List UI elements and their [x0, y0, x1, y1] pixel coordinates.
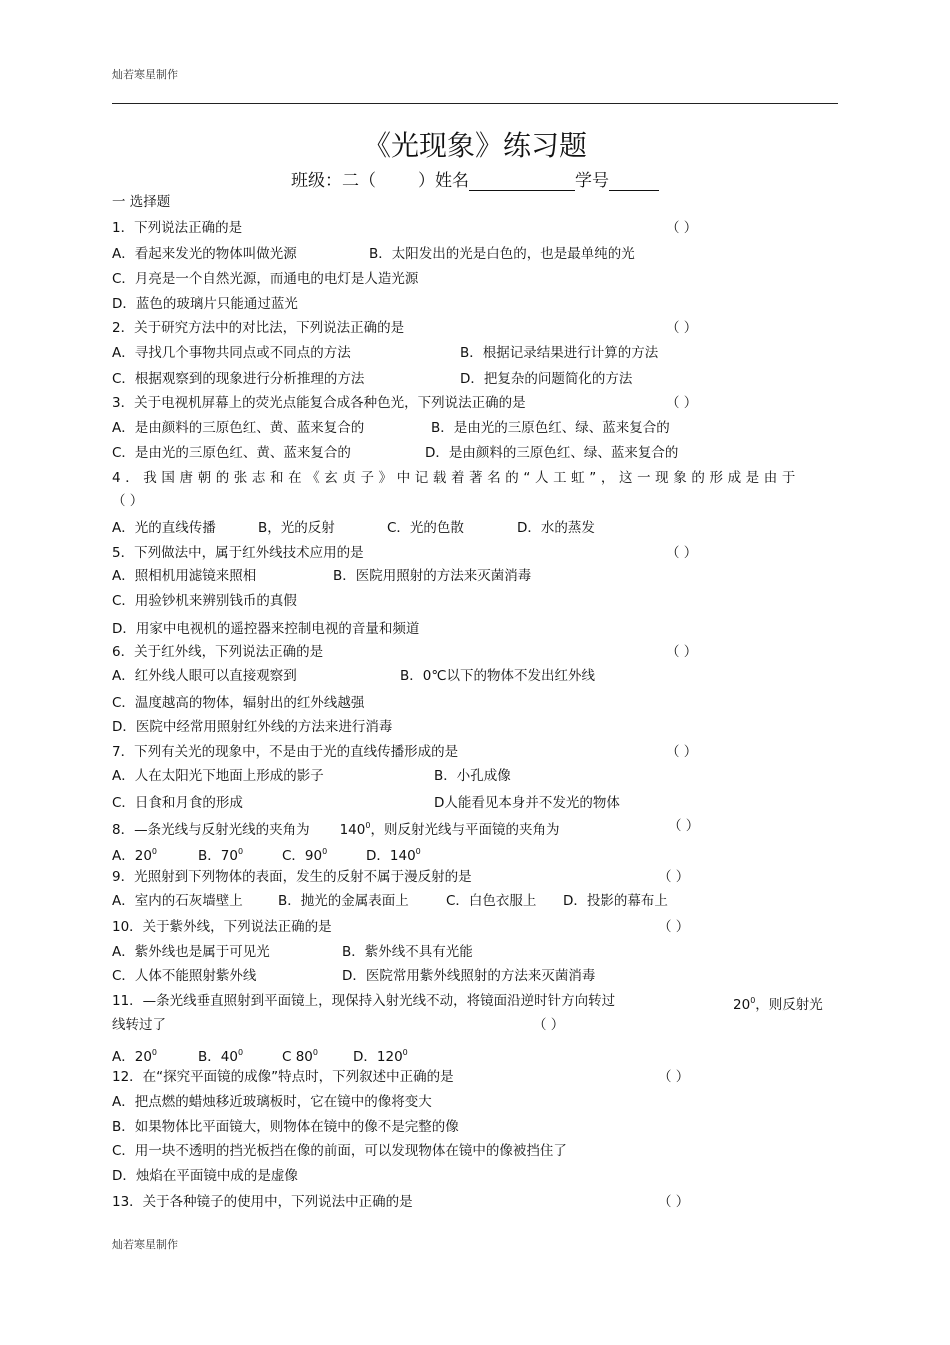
q6-option-b: B．0℃以下的物体不发出红外线	[400, 668, 596, 684]
q11-option-b: B．$40^0$	[198, 1048, 244, 1065]
q7-option-d: D人能看见本身并不发光的物体	[434, 795, 620, 811]
degree-mark: 0	[365, 821, 371, 830]
name-blank	[469, 173, 575, 191]
q10-option-c: C．人体不能照射紫外线	[112, 968, 257, 984]
q6-option-d: D．医院中经常用照射红外线的方法来进行消毒	[112, 719, 393, 735]
q6-option-c: C．温度越高的物体，辐射出的红外线越强	[112, 695, 365, 711]
header-divider	[112, 103, 838, 104]
q10-answer-paren: （ ）	[658, 919, 690, 935]
q8-option-d: D．$140^0$	[366, 847, 421, 864]
section-heading: 一 选择题	[112, 194, 171, 210]
q1-option-b: B．太阳发出的光是白色的，也是最单纯的光	[369, 246, 635, 262]
q3-option-a: A．是由颜料的三原色红、黄、蓝来复合的	[112, 420, 365, 436]
q1-option-c: C．月亮是一个自然光源，而通电的电灯是人造光源	[112, 271, 419, 287]
id-blank	[609, 173, 659, 191]
q12-stem: 12．在“探究平面镜的成像”特点时，下列叙述中正确的是	[112, 1069, 454, 1085]
q8-stem	[112, 817, 559, 839]
q11-option-c: C $80^0$	[282, 1048, 318, 1065]
q7-option-a: A．人在太阳光下地面上形成的影子	[112, 768, 324, 784]
q11-stem-tail: $20^0$，则反射光	[733, 996, 823, 1013]
q12-option-c: C．用一块不透明的挡光板挡在像的前面，可以发现物体在镜中的像被挡住了	[112, 1143, 567, 1159]
q2-option-d: D．把复杂的问题简化的方法	[460, 371, 633, 387]
q6-answer-paren: （ ）	[666, 644, 698, 660]
q9-option-a: A．室内的石灰墙壁上	[112, 893, 243, 909]
q8-option-c: C．$90^0$	[282, 847, 328, 864]
q11-stem-line2: 线转过了	[112, 1017, 166, 1033]
q7-option-c: C．日食和月食的形成	[112, 795, 243, 811]
q8-angle: 140	[339, 822, 366, 838]
q5-option-b: B．医院用照射的方法来灭菌消毒	[333, 568, 532, 584]
q3-option-c: C．是由光的三原色红、黄、蓝来复合的	[112, 445, 351, 461]
q4-option-a: A．光的直线传播	[112, 520, 216, 536]
q3-stem: 3．关于电视机屏幕上的荧光点能复合成各种色光，下列说法正确的是	[112, 395, 526, 411]
q11-angle: 20	[733, 997, 751, 1013]
q13-stem: 13．关于各种镜子的使用中，下列说法中正确的是	[112, 1194, 413, 1210]
q12-option-d: D．烛焰在平面镜中成的是虚像	[112, 1168, 298, 1184]
q9-option-c: C．白色衣服上	[446, 893, 537, 909]
student-info-line	[0, 166, 950, 191]
q4-option-c: C．光的色散	[387, 520, 464, 536]
q11-stem: 11．—条光线垂直照射到平面镜上，现保持入射光线不动，将镜面沿逆时针方向转过	[112, 993, 616, 1009]
q4-answer-paren: （ ）	[112, 493, 144, 509]
q7-stem: 7．下列有关光的现象中，不是由于光的直线传播形成的是	[112, 744, 459, 760]
q1-stem: 1．下列说法正确的是	[112, 220, 243, 236]
q8-answer-paren: （ ）	[668, 818, 700, 834]
q1-answer-paren: （ ）	[666, 220, 698, 236]
q11-answer-paren: （ ）	[533, 1017, 565, 1033]
q2-option-b: B．根据记录结果进行计算的方法	[460, 345, 659, 361]
q5-option-a: A．照相机用滤镜来照相	[112, 568, 257, 584]
q8-stem-pre: 8．—条光线与反射光线的夹角为	[112, 822, 310, 838]
q6-stem: 6．关于红外线，下列说法正确的是	[112, 644, 324, 660]
q1-option-d: D．蓝色的玻璃片只能通过蓝光	[112, 296, 298, 312]
q4-option-d: D．水的蒸发	[517, 520, 595, 536]
q4-option-b: B，光的反射	[258, 520, 335, 536]
q5-option-d: D．用家中电视机的遥控器来控制电视的音量和频道	[112, 621, 420, 637]
q9-answer-paren: （ ）	[658, 869, 690, 885]
q10-option-d: D．医院常用紫外线照射的方法来灭菌消毒	[342, 968, 596, 984]
q9-option-b: B．抛光的金属表面上	[278, 893, 409, 909]
q12-option-b: B．如果物体比平面镜大，则物体在镜中的像不是完整的像	[112, 1119, 459, 1135]
q3-answer-paren: （ ）	[666, 395, 698, 411]
id-label: 学号	[575, 171, 609, 191]
q5-option-c: C．用验钞机来辨别钱币的真假	[112, 593, 297, 609]
q9-option-d: D．投影的幕布上	[563, 893, 668, 909]
q5-stem: 5．下列做法中，属于红外线技术应用的是	[112, 545, 364, 561]
q10-option-a: A．紫外线也是属于可见光	[112, 944, 270, 960]
page-header: 灿若寒星制作	[112, 68, 178, 81]
q7-answer-paren: （ ）	[666, 744, 698, 760]
q2-option-a: A．寻找几个事物共同点或不同点的方法	[112, 345, 351, 361]
q8-stem-post: ，则反射光线与平面镜的夹角为	[370, 822, 560, 838]
name-label: ）姓名	[418, 171, 469, 191]
q2-option-c: C．根据观察到的现象进行分析推理的方法	[112, 371, 365, 387]
q9-stem: 9．光照射到下列物体的表面，发生的反射不属于漫反射的是	[112, 869, 472, 885]
q13-answer-paren: （ ）	[658, 1194, 690, 1210]
q2-answer-paren: （ ）	[666, 320, 698, 336]
page-footer: 灿若寒星制作	[112, 1238, 178, 1251]
q1-option-a: A．看起来发光的物体叫做光源	[112, 246, 297, 262]
q7-option-b: B．小孔成像	[434, 768, 511, 784]
q3-option-d: D．是由颜料的三原色红、绿、蓝来复合的	[425, 445, 679, 461]
q8-option-b: B．$70^0$	[198, 847, 244, 864]
page-title: 《光现象》练习题	[362, 129, 587, 162]
q8-option-a: A．$20^0$	[112, 847, 158, 864]
q5-answer-paren: （ ）	[666, 545, 698, 561]
q12-option-a: A．把点燃的蜡烛移近玻璃板时，它在镜中的像将变大	[112, 1094, 432, 1110]
q10-stem: 10．关于紫外线，下列说法正确的是	[112, 919, 332, 935]
q6-option-a: A．红外线人眼可以直接观察到	[112, 668, 297, 684]
q4-stem: 4．我国唐朝的张志和在《玄贞子》中记载着著名的“人工虹”，这一现象的形成是由于	[112, 470, 800, 486]
q10-option-b: B．紫外线不具有光能	[342, 944, 473, 960]
q3-option-b: B．是由光的三原色红、绿、蓝来复合的	[431, 420, 670, 436]
q2-stem: 2．关于研究方法中的对比法，下列说法正确的是	[112, 320, 405, 336]
q11-option-a: A．$20^0$	[112, 1048, 158, 1065]
class-label: 班级：二（	[291, 171, 376, 191]
q11-option-d: D．$120^0$	[353, 1048, 408, 1065]
q12-answer-paren: （ ）	[658, 1069, 690, 1085]
